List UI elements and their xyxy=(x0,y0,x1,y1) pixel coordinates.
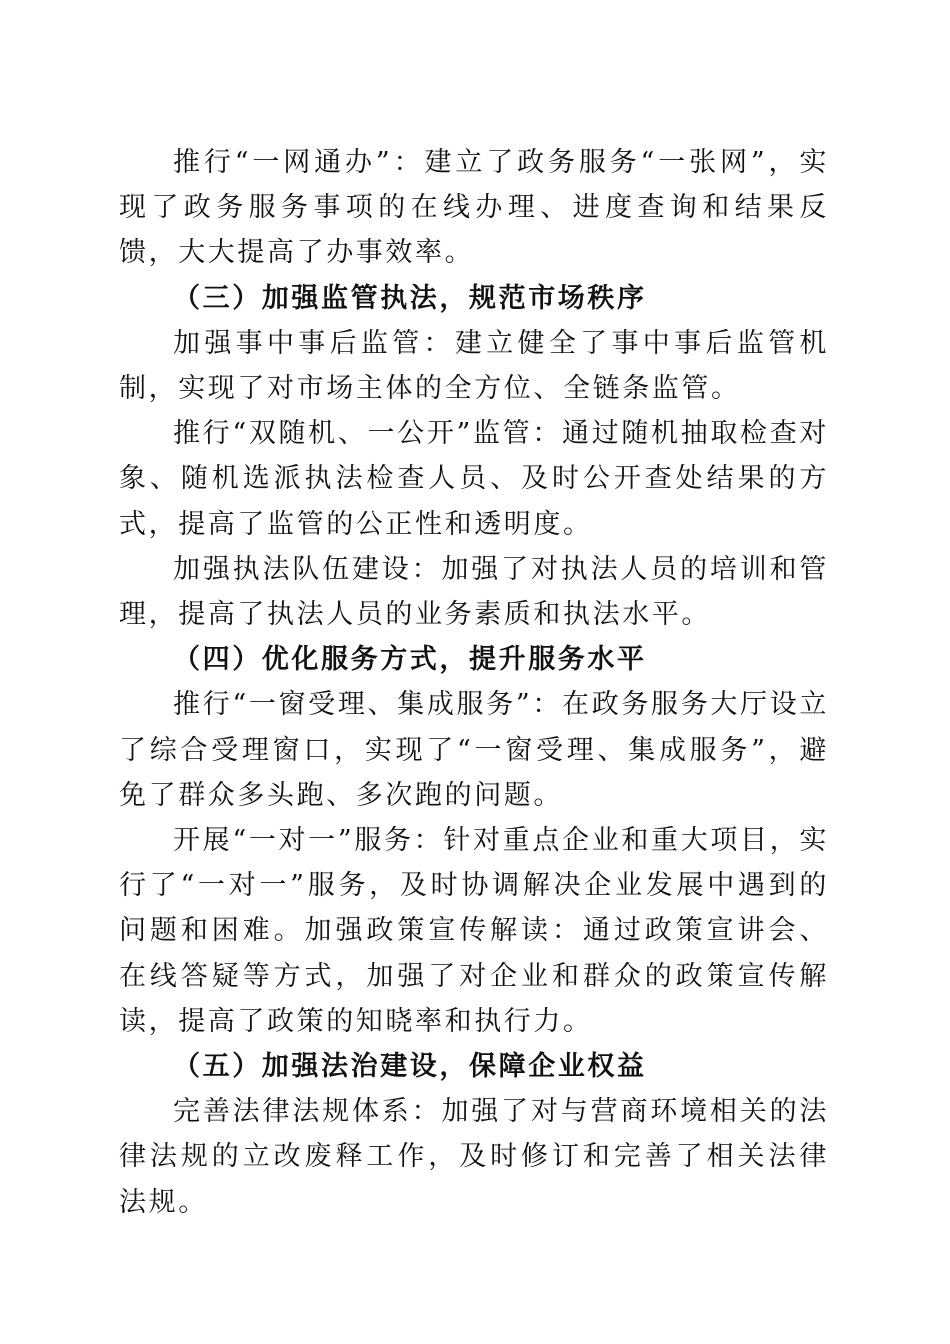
paragraph-supervision: 加强事中事后监管：建立健全了事中事后监管机制，实现了对市场主体的全方位、全链条监管。 xyxy=(119,327,829,405)
paragraph-one-to-one: 开展“一对一”服务：针对重点企业和重大项目，实行了“一对一”服务，及时协调解决企业发展中遇到的问题和困难。加强政策宣传解读：通过政策宣讲会、在线答疑等方式，加强了对企业和群众的政策宣传解读，提高了政策的知晓率和执行力。 xyxy=(119,825,829,1037)
paragraph-enforcement-team: 加强执法队伍建设：加强了对执法人员的培训和管理，提高了执法人员的业务素质和执法水平。 xyxy=(119,553,829,631)
document-page xyxy=(119,140,829,1225)
paragraph-one-network: 推行“一网通办”：建立了政务服务“一张网”，实现了政务服务事项的在线办理、进度查询和结果反馈，大大提高了办事效率。 xyxy=(119,147,829,269)
section-heading-4: （四）优化服务方式，提升服务水平 xyxy=(173,644,647,676)
paragraph-legal-system: 完善法律法规体系：加强了对与营商环境相关的法律法规的立改废释工作，及时修订和完善了相关法律法规。 xyxy=(119,1096,829,1218)
section-heading-3: （三）加强监管执法，规范市场秩序 xyxy=(173,282,647,314)
paragraph-double-random: 推行“双随机、一公开”监管：通过随机抽取检查对象、随机选派执法检查人员、及时公开查处结果的方式，提高了监管的公正性和透明度。 xyxy=(119,418,829,540)
section-heading-5: （五）加强法治建设，保障企业权益 xyxy=(173,1051,647,1083)
paragraph-one-window: 推行“一窗受理、集成服务”：在政务服务大厅设立了综合受理窗口，实现了“一窗受理、集成服务”，避免了群众多头跑、多次跑的问题。 xyxy=(119,689,829,811)
